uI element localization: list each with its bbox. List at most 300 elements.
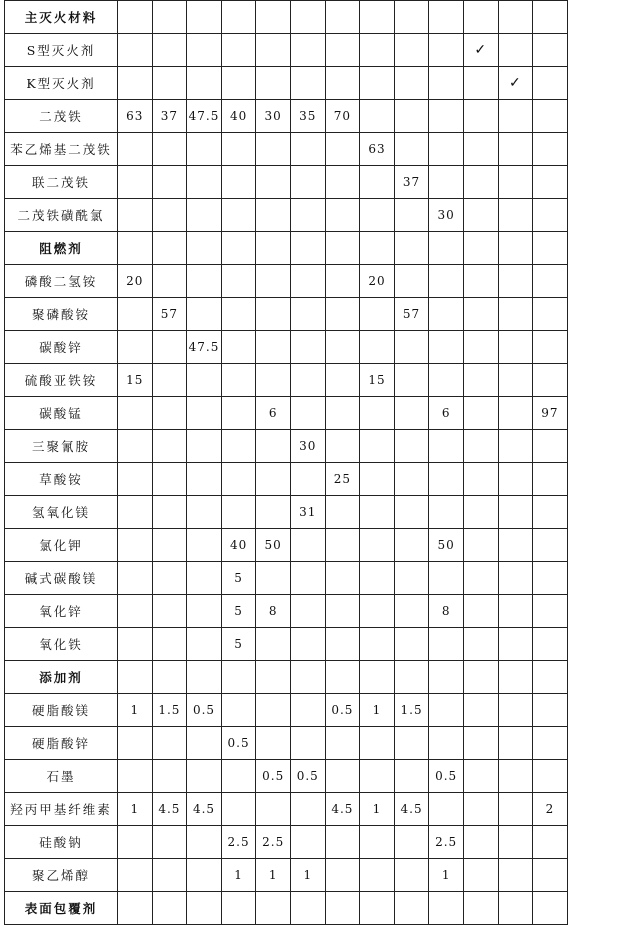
value-cell (360, 529, 395, 562)
value-cell (152, 760, 187, 793)
value-cell (394, 133, 429, 166)
value-cell (221, 265, 256, 298)
value-cell: 0.5 (256, 760, 291, 793)
value-cell (394, 628, 429, 661)
value-cell: 8 (256, 595, 291, 628)
value-cell (463, 199, 498, 232)
value-cell (463, 166, 498, 199)
checkmark-cell: ✓ (498, 67, 533, 100)
value-cell (394, 430, 429, 463)
value-cell (152, 628, 187, 661)
value-cell (394, 463, 429, 496)
ingredient-label: 碱式碳酸镁 (5, 562, 118, 595)
value-cell (187, 496, 222, 529)
value-cell (325, 265, 360, 298)
value-cell (187, 826, 222, 859)
value-cell (118, 595, 153, 628)
value-cell: 70 (325, 100, 360, 133)
ingredient-label: 二茂铁 (5, 100, 118, 133)
value-cell (498, 892, 533, 925)
ingredient-label: S型灭火剂 (5, 34, 118, 67)
value-cell (152, 1, 187, 34)
ingredient-label: 氢氧化镁 (5, 496, 118, 529)
value-cell (498, 232, 533, 265)
table-row (5, 34, 568, 67)
table-row (5, 463, 568, 496)
value-cell (118, 166, 153, 199)
value-cell: 0.5 (429, 760, 464, 793)
value-cell (360, 331, 395, 364)
ingredient-label: 硅酸钠 (5, 826, 118, 859)
value-cell (360, 595, 395, 628)
value-cell (152, 232, 187, 265)
value-cell (290, 67, 325, 100)
value-cell (221, 199, 256, 232)
value-cell (256, 331, 291, 364)
value-cell (256, 1, 291, 34)
value-cell (533, 529, 568, 562)
value-cell (256, 661, 291, 694)
value-cell (152, 364, 187, 397)
formulation-sheet (4, 0, 568, 925)
value-cell: 4.5 (152, 793, 187, 826)
value-cell (394, 34, 429, 67)
value-cell: 4.5 (187, 793, 222, 826)
value-cell (463, 562, 498, 595)
value-cell (394, 892, 429, 925)
value-cell (290, 34, 325, 67)
value-cell (394, 67, 429, 100)
value-cell: 0.5 (325, 694, 360, 727)
value-cell (221, 793, 256, 826)
value-cell (221, 364, 256, 397)
value-cell (533, 1, 568, 34)
value-cell (533, 133, 568, 166)
value-cell (463, 463, 498, 496)
value-cell (187, 166, 222, 199)
section-row (5, 1, 568, 34)
value-cell (533, 661, 568, 694)
value-cell (152, 397, 187, 430)
value-cell (533, 166, 568, 199)
value-cell (290, 331, 325, 364)
value-cell (394, 100, 429, 133)
value-cell (152, 727, 187, 760)
value-cell (394, 529, 429, 562)
value-cell (463, 694, 498, 727)
section-row (5, 232, 568, 265)
value-cell (221, 463, 256, 496)
value-cell (325, 760, 360, 793)
value-cell (325, 562, 360, 595)
table-row (5, 529, 568, 562)
value-cell (187, 661, 222, 694)
value-cell (463, 628, 498, 661)
value-cell (187, 529, 222, 562)
value-cell (118, 34, 153, 67)
value-cell (533, 364, 568, 397)
value-cell (152, 166, 187, 199)
value-cell (463, 331, 498, 364)
value-cell (152, 892, 187, 925)
value-cell (429, 67, 464, 100)
value-cell (256, 793, 291, 826)
value-cell (256, 133, 291, 166)
value-cell (221, 1, 256, 34)
value-cell (533, 232, 568, 265)
value-cell (118, 496, 153, 529)
value-cell (498, 595, 533, 628)
value-cell (187, 562, 222, 595)
value-cell (221, 430, 256, 463)
value-cell (256, 628, 291, 661)
value-cell (463, 1, 498, 34)
value-cell: 1 (360, 694, 395, 727)
value-cell (221, 760, 256, 793)
value-cell (360, 727, 395, 760)
ingredient-label: K型灭火剂 (5, 67, 118, 100)
value-cell (221, 67, 256, 100)
value-cell (429, 463, 464, 496)
value-cell (533, 760, 568, 793)
value-cell (498, 430, 533, 463)
value-cell (187, 430, 222, 463)
value-cell (290, 232, 325, 265)
table-body (5, 1, 568, 925)
composition-table (4, 0, 568, 925)
value-cell (429, 298, 464, 331)
value-cell: 40 (221, 100, 256, 133)
value-cell (152, 496, 187, 529)
value-cell (498, 100, 533, 133)
value-cell (118, 331, 153, 364)
value-cell (152, 463, 187, 496)
table-row (5, 265, 568, 298)
table-row (5, 133, 568, 166)
value-cell (290, 463, 325, 496)
value-cell (152, 859, 187, 892)
value-cell (360, 397, 395, 430)
value-cell (256, 430, 291, 463)
value-cell (187, 727, 222, 760)
value-cell: 63 (360, 133, 395, 166)
value-cell (429, 892, 464, 925)
value-cell (152, 199, 187, 232)
value-cell (498, 826, 533, 859)
value-cell (498, 397, 533, 430)
table-row (5, 166, 568, 199)
value-cell (394, 562, 429, 595)
value-cell (221, 496, 256, 529)
ingredient-label: 氧化铁 (5, 628, 118, 661)
value-cell (152, 67, 187, 100)
ingredient-label: 羟丙甲基纤维素 (5, 793, 118, 826)
value-cell (429, 133, 464, 166)
value-cell: 6 (429, 397, 464, 430)
value-cell (152, 826, 187, 859)
ingredient-label: 硫酸亚铁铵 (5, 364, 118, 397)
value-cell (325, 859, 360, 892)
value-cell (394, 859, 429, 892)
table-row (5, 199, 568, 232)
value-cell: 0.5 (187, 694, 222, 727)
value-cell (290, 529, 325, 562)
value-cell (533, 826, 568, 859)
value-cell (325, 1, 360, 34)
value-cell (394, 760, 429, 793)
value-cell (498, 34, 533, 67)
value-cell (463, 793, 498, 826)
value-cell (256, 694, 291, 727)
ingredient-label: 碳酸锌 (5, 331, 118, 364)
value-cell (360, 562, 395, 595)
value-cell (360, 298, 395, 331)
value-cell (187, 34, 222, 67)
value-cell (533, 595, 568, 628)
value-cell (429, 265, 464, 298)
value-cell (325, 397, 360, 430)
section-header: 表面包覆剂 (5, 892, 118, 925)
value-cell (118, 199, 153, 232)
table-row (5, 562, 568, 595)
value-cell (221, 661, 256, 694)
value-cell: 30 (429, 199, 464, 232)
ingredient-label: 硬脂酸锌 (5, 727, 118, 760)
value-cell (429, 793, 464, 826)
value-cell (118, 628, 153, 661)
value-cell (152, 265, 187, 298)
value-cell (498, 1, 533, 34)
value-cell (118, 760, 153, 793)
value-cell (118, 529, 153, 562)
value-cell: 0.5 (290, 760, 325, 793)
value-cell (290, 826, 325, 859)
value-cell (429, 727, 464, 760)
value-cell (463, 397, 498, 430)
value-cell (325, 826, 360, 859)
ingredient-label: 碳酸锰 (5, 397, 118, 430)
value-cell (429, 496, 464, 529)
value-cell (463, 298, 498, 331)
value-cell (360, 892, 395, 925)
table-row (5, 430, 568, 463)
value-cell: 8 (429, 595, 464, 628)
ingredient-label: 联二茂铁 (5, 166, 118, 199)
value-cell: 2 (533, 793, 568, 826)
value-cell (290, 595, 325, 628)
value-cell: 50 (256, 529, 291, 562)
value-cell (290, 1, 325, 34)
value-cell (360, 496, 395, 529)
value-cell: 31 (290, 496, 325, 529)
value-cell (325, 67, 360, 100)
value-cell (498, 166, 533, 199)
value-cell (498, 463, 533, 496)
value-cell (498, 694, 533, 727)
value-cell (498, 364, 533, 397)
value-cell (256, 463, 291, 496)
value-cell (187, 892, 222, 925)
value-cell (221, 694, 256, 727)
section-header: 添加剂 (5, 661, 118, 694)
value-cell: 37 (152, 100, 187, 133)
value-cell (290, 892, 325, 925)
value-cell (290, 727, 325, 760)
value-cell (118, 661, 153, 694)
ingredient-label: 磷酸二氢铵 (5, 265, 118, 298)
value-cell: 30 (290, 430, 325, 463)
ingredient-label: 硬脂酸镁 (5, 694, 118, 727)
value-cell: 1 (256, 859, 291, 892)
value-cell (290, 364, 325, 397)
value-cell (463, 892, 498, 925)
value-cell: 0.5 (221, 727, 256, 760)
value-cell (325, 529, 360, 562)
value-cell (429, 562, 464, 595)
value-cell (325, 430, 360, 463)
value-cell (187, 133, 222, 166)
value-cell: 1 (118, 793, 153, 826)
value-cell (498, 265, 533, 298)
value-cell (533, 331, 568, 364)
section-row (5, 892, 568, 925)
value-cell (498, 496, 533, 529)
value-cell (221, 397, 256, 430)
value-cell (360, 760, 395, 793)
value-cell (118, 1, 153, 34)
value-cell (429, 628, 464, 661)
value-cell (187, 1, 222, 34)
value-cell: 50 (429, 529, 464, 562)
value-cell (360, 859, 395, 892)
value-cell (325, 133, 360, 166)
value-cell (152, 133, 187, 166)
section-header: 阻燃剂 (5, 232, 118, 265)
value-cell: 6 (256, 397, 291, 430)
value-cell (394, 397, 429, 430)
value-cell (498, 562, 533, 595)
value-cell (256, 496, 291, 529)
value-cell (187, 265, 222, 298)
value-cell (463, 595, 498, 628)
value-cell (498, 133, 533, 166)
value-cell (360, 232, 395, 265)
value-cell (360, 661, 395, 694)
value-cell (290, 397, 325, 430)
value-cell (498, 760, 533, 793)
value-cell (498, 727, 533, 760)
value-cell (187, 397, 222, 430)
value-cell: 5 (221, 562, 256, 595)
value-cell (325, 661, 360, 694)
value-cell (429, 364, 464, 397)
value-cell (221, 34, 256, 67)
value-cell (463, 430, 498, 463)
value-cell (118, 430, 153, 463)
value-cell (429, 100, 464, 133)
value-cell: 63 (118, 100, 153, 133)
value-cell (533, 265, 568, 298)
value-cell (533, 298, 568, 331)
value-cell (256, 562, 291, 595)
value-cell (498, 661, 533, 694)
value-cell (463, 265, 498, 298)
value-cell (152, 661, 187, 694)
ingredient-label: 三聚氰胺 (5, 430, 118, 463)
value-cell (187, 859, 222, 892)
ingredient-label: 石墨 (5, 760, 118, 793)
value-cell (394, 595, 429, 628)
value-cell (463, 760, 498, 793)
value-cell (290, 166, 325, 199)
value-cell (221, 298, 256, 331)
value-cell (187, 760, 222, 793)
value-cell (429, 34, 464, 67)
value-cell (463, 727, 498, 760)
ingredient-label: 聚磷酸铵 (5, 298, 118, 331)
table-row (5, 67, 568, 100)
value-cell: 1 (118, 694, 153, 727)
table-row (5, 694, 568, 727)
value-cell: 20 (118, 265, 153, 298)
value-cell (325, 166, 360, 199)
value-cell (187, 67, 222, 100)
value-cell: 20 (360, 265, 395, 298)
value-cell (118, 463, 153, 496)
value-cell (325, 727, 360, 760)
ingredient-label: 聚乙烯醇 (5, 859, 118, 892)
value-cell (325, 496, 360, 529)
value-cell (463, 100, 498, 133)
value-cell: 1 (221, 859, 256, 892)
value-cell: 47.5 (187, 100, 222, 133)
value-cell (187, 463, 222, 496)
value-cell (118, 397, 153, 430)
value-cell: 2.5 (256, 826, 291, 859)
value-cell (498, 331, 533, 364)
table-row (5, 859, 568, 892)
value-cell (290, 694, 325, 727)
table-row (5, 793, 568, 826)
value-cell (256, 199, 291, 232)
table-row (5, 397, 568, 430)
value-cell: 5 (221, 628, 256, 661)
value-cell: 37 (394, 166, 429, 199)
value-cell (533, 892, 568, 925)
value-cell (290, 133, 325, 166)
value-cell (463, 859, 498, 892)
value-cell (394, 496, 429, 529)
value-cell (221, 166, 256, 199)
value-cell (498, 793, 533, 826)
value-cell (360, 199, 395, 232)
value-cell (429, 1, 464, 34)
value-cell (325, 892, 360, 925)
value-cell (498, 298, 533, 331)
table-row (5, 826, 568, 859)
value-cell (394, 1, 429, 34)
value-cell: 1 (290, 859, 325, 892)
value-cell (152, 595, 187, 628)
table-row (5, 760, 568, 793)
value-cell (498, 529, 533, 562)
value-cell (360, 166, 395, 199)
value-cell (360, 67, 395, 100)
value-cell: 5 (221, 595, 256, 628)
value-cell (463, 133, 498, 166)
value-cell (221, 892, 256, 925)
value-cell (394, 232, 429, 265)
